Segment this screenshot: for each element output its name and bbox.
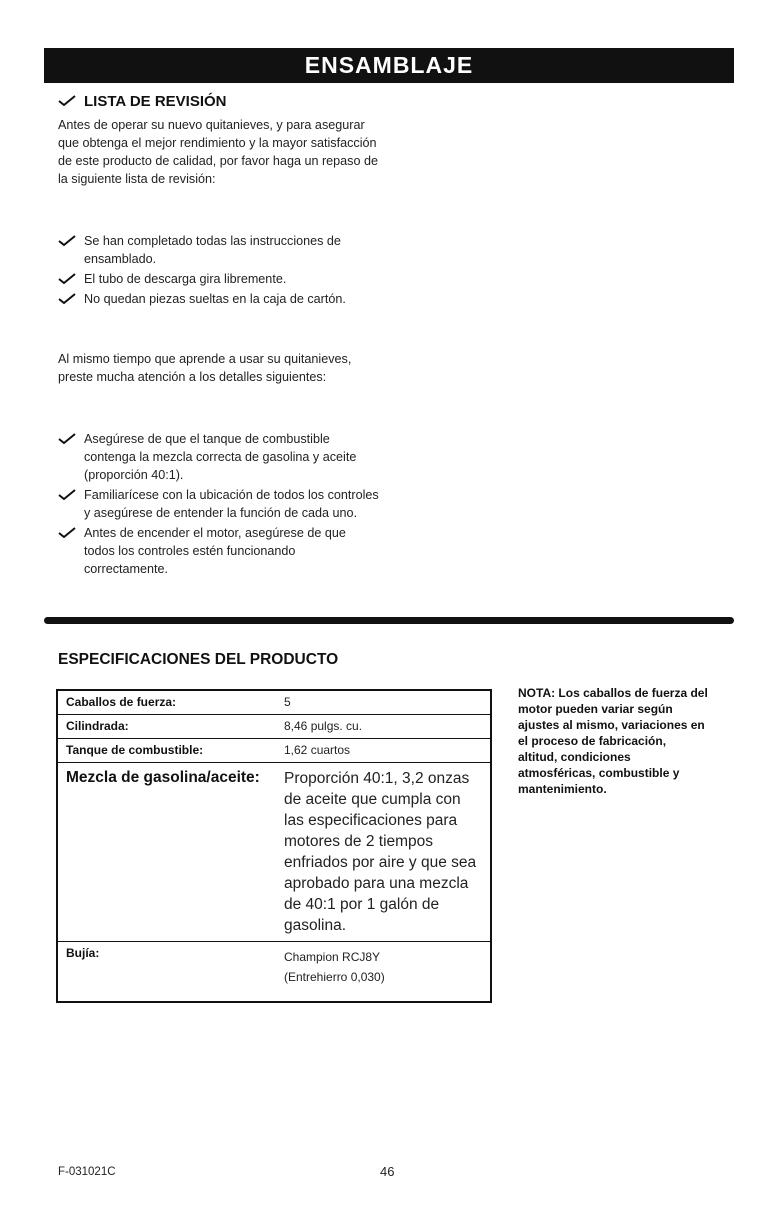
table-row: [58, 763, 490, 942]
checkmark-icon: [58, 235, 76, 247]
spec-label: Caballos de fuerza:: [66, 695, 177, 709]
spec-label: Mezcla de gasolina/aceite:: [66, 769, 260, 786]
checkmark-icon: [58, 273, 76, 285]
list-item-text: El tubo de descarga gira libremente.: [84, 272, 287, 286]
spec-value-line: (Entrehierro 0,030): [284, 970, 385, 984]
page-number: 46: [380, 1164, 395, 1179]
spec-label: Tanque de combustible:: [66, 743, 204, 757]
list-item-text: Familiarícese con la ubicación de todos los controles y asegúrese de entender la función de cada uno.: [84, 488, 379, 520]
list-item-text: Asegúrese de que el tanque de combustible contenga la mezcla correcta de gasolina y aceite (proporción 40:1).: [84, 432, 357, 482]
specs-table: [56, 689, 492, 1003]
spec-value: 8,46 pulgs. cu.: [284, 719, 363, 733]
spec-label: Cilindrada:: [66, 719, 129, 733]
list-item: [58, 486, 380, 522]
table-row: [58, 739, 490, 763]
list-item-text: Se han completado todas las instrucciones de ensamblado.: [84, 234, 341, 266]
list-item: [58, 430, 380, 484]
specs-title: ESPECIFICACIONES DEL PRODUCTO: [58, 651, 339, 668]
specs-note: NOTA: Los caballos de fuerza del motor pueden variar según ajustes al mismo, variaciones en el proceso de fabricación, altitud, condiciones atmosféricas, combustible y mantenimiento.: [518, 686, 708, 796]
checklist-items-b: [58, 430, 380, 580]
banner-title: ENSAMBLAJE: [304, 52, 474, 78]
spec-value: 5: [284, 695, 291, 709]
spec-value: [284, 942, 490, 1001]
checkmark-icon: [58, 95, 76, 107]
document-code: F-031021C: [58, 1166, 116, 1178]
checklist-header: [58, 90, 227, 112]
list-item: [58, 524, 380, 578]
checkmark-icon: [58, 527, 76, 539]
checklist-title: LISTA DE REVISIÓN: [84, 92, 227, 110]
list-item: [58, 290, 380, 308]
table-row: [58, 942, 490, 1001]
list-item: [58, 270, 380, 288]
checklist-intro: Antes de operar su nuevo quitanieves, y para asegurar que obtenga el mejor rendimiento y la mayor satisfacción de este producto de calidad, por favor haga un repaso de la siguiente lista de revisión:: [58, 118, 378, 186]
section-divider: [44, 617, 734, 624]
table-row: [58, 715, 490, 739]
checkmark-icon: [58, 433, 76, 445]
spec-value: 1,62 cuartos: [284, 743, 351, 757]
checkmark-icon: [58, 489, 76, 501]
spec-value: Proporción 40:1, 3,2 onzas de aceite que cumpla con las especificaciones para motores de 2 tiempos enfriados por aire y que sea aprobado para una mezcla de 40:1 por 1 galón de gasolina.: [284, 770, 477, 934]
spec-label: Bujía:: [66, 946, 100, 960]
list-item: [58, 232, 380, 268]
list-item-text: Antes de encender el motor, asegúrese de que todos los controles estén funcionando correctamente.: [84, 526, 346, 576]
section-banner: [44, 48, 734, 83]
checklist-items-a: [58, 232, 380, 310]
checklist-middle: Al mismo tiempo que aprende a usar su quitanieves, preste mucha atención a los detalles siguientes:: [58, 352, 352, 384]
table-row: [58, 691, 490, 715]
spec-value-line: Champion RCJ8Y: [284, 950, 381, 964]
list-item-text: No quedan piezas sueltas en la caja de cartón.: [84, 292, 346, 306]
checkmark-icon: [58, 293, 76, 305]
